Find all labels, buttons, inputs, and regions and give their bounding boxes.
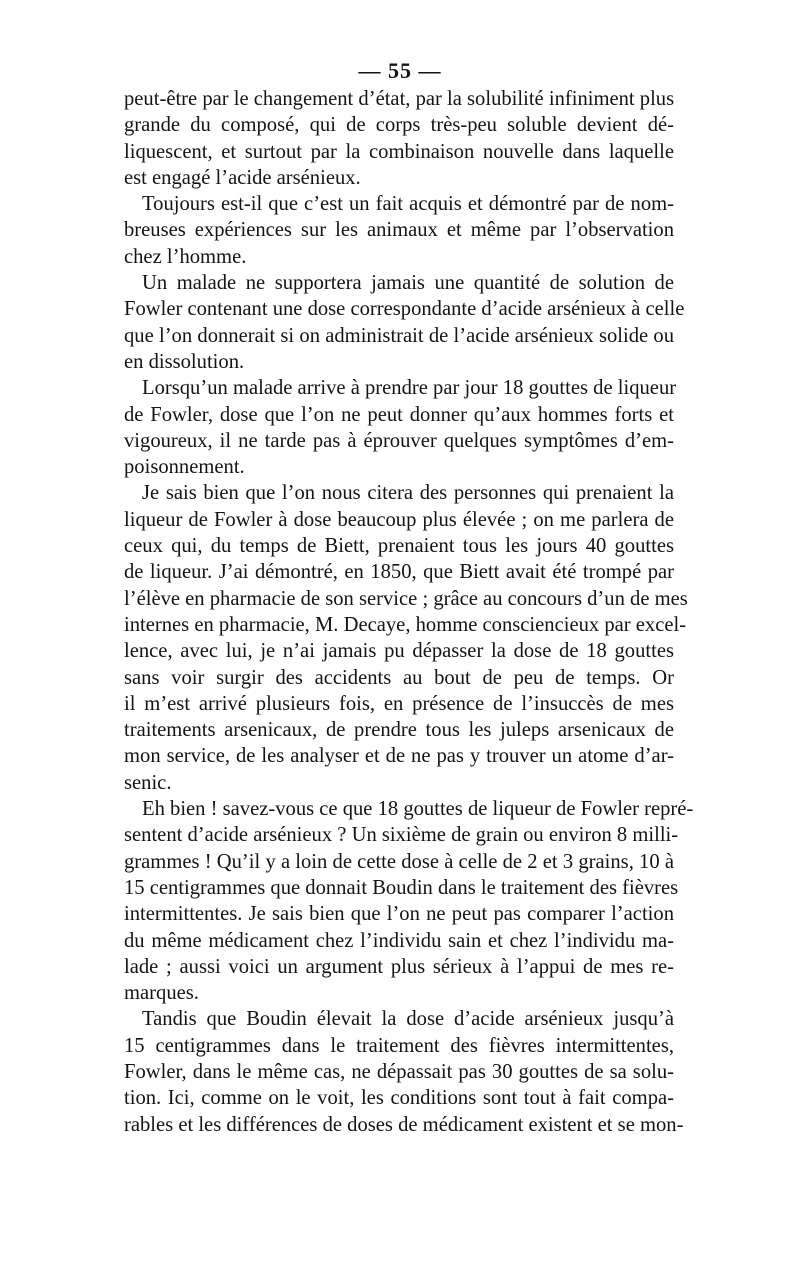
text-line: Je sais bien que l’on nous citera des personnes qui prenaient la	[142, 482, 674, 505]
text-line: vigoureux, il ne tarde pas à éprouver quelques symptômes d’em-	[124, 429, 674, 452]
text-line: est engagé l’acide arsénieux.	[124, 166, 361, 189]
text-line: Lorsqu’un malade arrive à prendre par jour 18 gouttes de liqueur	[142, 377, 677, 400]
text-line: Un malade ne supportera jamais une quantité de solution de	[142, 272, 674, 295]
paragraph	[124, 375, 677, 480]
text-line: tion. Ici, comme on le voit, les conditions sont tout à fait compa-	[124, 1087, 674, 1110]
text-line: il m’est arrivé plusieurs fois, en présence de l’insuccès de mes	[124, 692, 674, 715]
paragraph	[124, 480, 688, 796]
text-line: traitements arsenicaux, de prendre tous les juleps arsenicaux de	[124, 719, 674, 742]
text-line: liqueur de Fowler à dose beaucoup plus élevée ; on me parlera de	[124, 508, 674, 531]
text-line: intermittentes. Je sais bien que l’on ne peut pas comparer l’action	[124, 903, 674, 926]
body-text	[124, 86, 694, 1138]
text-line: de Fowler, dose que l’on ne peut donner qu’aux hommes forts et	[124, 403, 674, 426]
paragraph	[124, 270, 685, 375]
text-line: senic.	[124, 771, 172, 794]
page-number: — 55 —	[358, 58, 442, 83]
text-line: que l’on donnerait si on administrait de l’acide arsénieux solide ou	[124, 324, 674, 347]
text-line: peut-être par le changement d’état, par la solubilité infiniment plus	[124, 88, 675, 110]
text-line: mon service, de les analyser et de ne pas y trouver un atome d’ar-	[124, 745, 674, 768]
text-line: Fowler contenant une dose correspondante d’acide arsénieux à celle	[124, 298, 685, 321]
text-line: ceux qui, du temps de Biett, prenaient tous les jours 40 gouttes	[124, 535, 674, 558]
text-line: rables et les différences de doses de médicament existent et se mon-	[124, 1113, 684, 1136]
text-line: lence, avec lui, je n’ai jamais pu dépasser la dose de 18 gouttes	[124, 640, 674, 663]
text-line: poisonnement.	[124, 456, 245, 479]
text-line: de liqueur. J’ai démontré, en 1850, que Biett avait été trompé par	[124, 561, 674, 584]
text-line: liquescent, et surtout par la combinaison nouvelle dans laquelle	[124, 140, 674, 163]
text-line: sentent d’acide arsénieux ? Un sixième de grain ou environ 8 milli-	[124, 824, 679, 847]
text-line: marques.	[124, 982, 199, 1005]
text-line: Toujours est-il que c’est un fait acquis et démontré par de nom-	[142, 193, 674, 216]
text-line: lade ; aussi voici un argument plus sérieux à l’appui de mes re-	[124, 955, 674, 978]
text-line: breuses expériences sur les animaux et même par l’observation	[124, 219, 674, 242]
text-line: grande du composé, qui de corps très-peu soluble devient dé-	[124, 114, 674, 137]
text-line: en dissolution.	[124, 350, 245, 373]
text-line: 15 centigrammes que donnait Boudin dans le traitement des fièvres	[124, 876, 679, 899]
text-line: l’élève en pharmacie de son service ; grâce au concours d’un de mes	[124, 587, 688, 610]
paragraph	[124, 1006, 684, 1137]
paragraph	[124, 86, 674, 191]
text-line: chez l’homme.	[124, 245, 247, 268]
text-line: Fowler, dans le même cas, ne dépassait pas 30 gouttes de sa solu-	[124, 1060, 674, 1083]
text-line: 15 centigrammes dans le traitement des fièvres intermittentes,	[124, 1034, 674, 1057]
text-line: Eh bien ! savez-vous ce que 18 gouttes de liqueur de Fowler repré-	[142, 798, 694, 821]
paragraph	[124, 191, 674, 270]
text-line: du même médicament chez l’individu sain et chez l’individu ma-	[124, 929, 674, 952]
paragraph	[124, 796, 694, 1006]
text-line: internes en pharmacie, M. Decaye, homme consciencieux par excel-	[124, 613, 687, 636]
text-line: grammes ! Qu’il y a loin de cette dose à celle de 2 et 3 grains, 10 à	[124, 850, 674, 873]
text-line: sans voir surgir des accidents au bout de peu de temps. Or	[124, 666, 674, 689]
text-line: Tandis que Boudin élevait la dose d’acide arsénieux jusqu’à	[142, 1008, 674, 1031]
